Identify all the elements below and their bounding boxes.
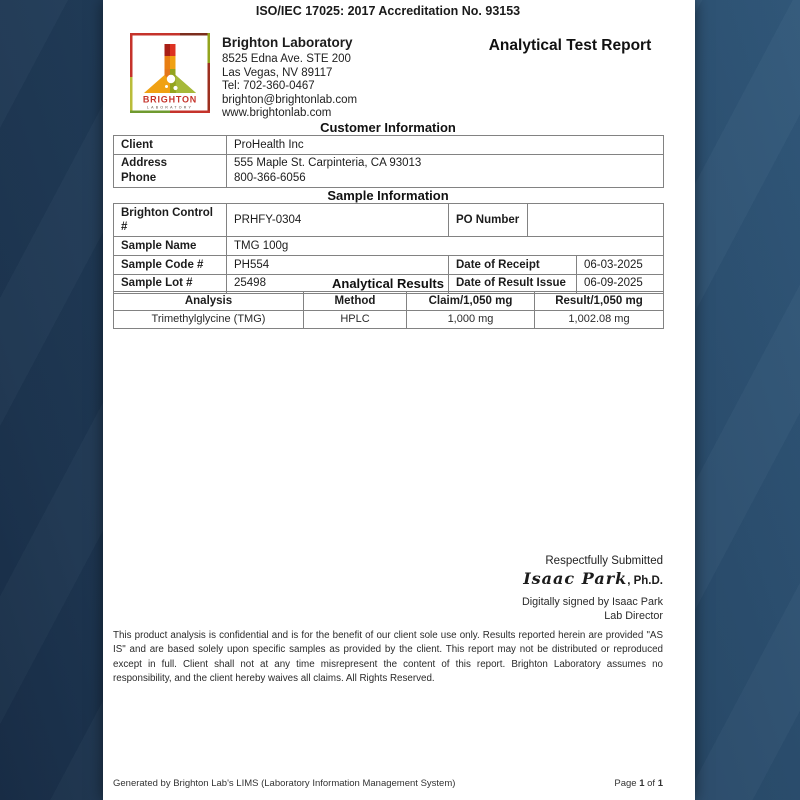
signature-credential: , Ph.D.	[627, 575, 663, 587]
address-label: Address	[121, 157, 168, 170]
method-value: HPLC	[304, 310, 407, 328]
page-number: Page 1 of 1	[614, 778, 663, 789]
logo-sub-text: LABORATORY	[146, 105, 194, 110]
accreditation-header: ISO/IEC 17025: 2017 Accreditation No. 93153	[255, 4, 521, 18]
client-label: Client	[114, 136, 227, 155]
po-value	[528, 204, 664, 237]
receipt-date-value: 06-03-2025	[577, 256, 664, 275]
table-row	[114, 256, 664, 275]
sample-code-value: PH554	[227, 256, 449, 275]
table-row	[114, 237, 664, 256]
sample-lot-label: Sample Lot #	[114, 274, 227, 293]
receipt-date-label: Date of Receipt	[449, 256, 577, 275]
claim-value: 1,000 mg	[407, 310, 535, 328]
lab-name: Brighton Laboratory	[222, 35, 353, 50]
column-header-analysis: Analysis	[114, 292, 304, 311]
submitted-label: Respectfully Submitted	[545, 555, 663, 567]
client-value: ProHealth Inc	[227, 136, 664, 155]
issue-date-label: Date of Result Issue	[449, 274, 577, 293]
column-header-method: Method	[304, 292, 407, 311]
report-title: Analytical Test Report	[488, 37, 652, 54]
sample-code-label: Sample Code #	[114, 256, 227, 275]
column-header-result: Result/1,050 mg	[535, 292, 664, 311]
analysis-value: Trimethylglycine (TMG)	[114, 310, 304, 328]
lab-website: www.brightonlab.com	[222, 107, 332, 120]
sample-info-heading: Sample Information	[327, 188, 449, 203]
digital-signature-note: Digitally signed by Isaac Park	[521, 596, 663, 608]
table-row	[114, 204, 664, 237]
table-row	[114, 154, 664, 187]
report-content	[113, 0, 663, 800]
analytical-results-heading: Analytical Results	[332, 276, 444, 291]
signature-block	[522, 555, 663, 622]
sample-lot-value: 25498	[227, 274, 449, 293]
column-header-claim: Claim/1,050 mg	[407, 292, 535, 311]
lab-address-line2: Las Vegas, NV 89117	[222, 66, 333, 79]
issue-date-value: 06-09-2025	[577, 274, 664, 293]
control-value: PRHFY-0304	[227, 204, 449, 237]
disclaimer-text: This product analysis is confidential and is for the benefit of our client sole use only. Results reported herein are provided "AS IS" and are based solely upon specific samples as provided by the client. This report may not be distributed or reproduced except in full. Client shall not at any time misrepresent the content of this report. Brighton Laboratory assumes no responsibility, and the client hereby waives all claims. All Rights Reserved.	[113, 630, 663, 685]
customer-info-table	[113, 135, 664, 188]
signature-script: Isaac Park	[523, 569, 628, 588]
generated-by-text: Generated by Brighton Lab's LIMS (Laboratory Information Management System)	[113, 778, 456, 789]
phone-label: Phone	[121, 171, 157, 184]
table-row	[114, 136, 664, 155]
lab-phone: Tel: 702-360-0467	[222, 80, 315, 93]
po-label: PO Number	[449, 204, 528, 237]
phone-value: 800-366-6056	[234, 171, 306, 184]
results-data-row	[114, 310, 664, 328]
address-value: 555 Maple St. Carpinteria, CA 93013	[234, 157, 422, 170]
lab-email: brighton@brightonlab.com	[222, 93, 358, 106]
sample-name-value: TMG 100g	[227, 237, 664, 256]
control-label: Brighton Control #	[114, 204, 227, 237]
report-page	[103, 0, 695, 800]
lab-info-block	[222, 35, 357, 121]
brighton-logo	[130, 33, 210, 113]
lab-address-line1: 8525 Edna Ave. STE 200	[222, 53, 351, 65]
page-footer	[113, 778, 663, 789]
sample-name-label: Sample Name	[114, 237, 227, 256]
result-value: 1,002.08 mg	[535, 310, 664, 328]
results-header-row	[114, 292, 664, 311]
customer-info-heading: Customer Information	[320, 120, 456, 135]
analytical-results-table	[113, 291, 664, 329]
logo-brand-text: BRIGHTON	[142, 94, 198, 105]
signer-role: Lab Director	[604, 610, 663, 622]
